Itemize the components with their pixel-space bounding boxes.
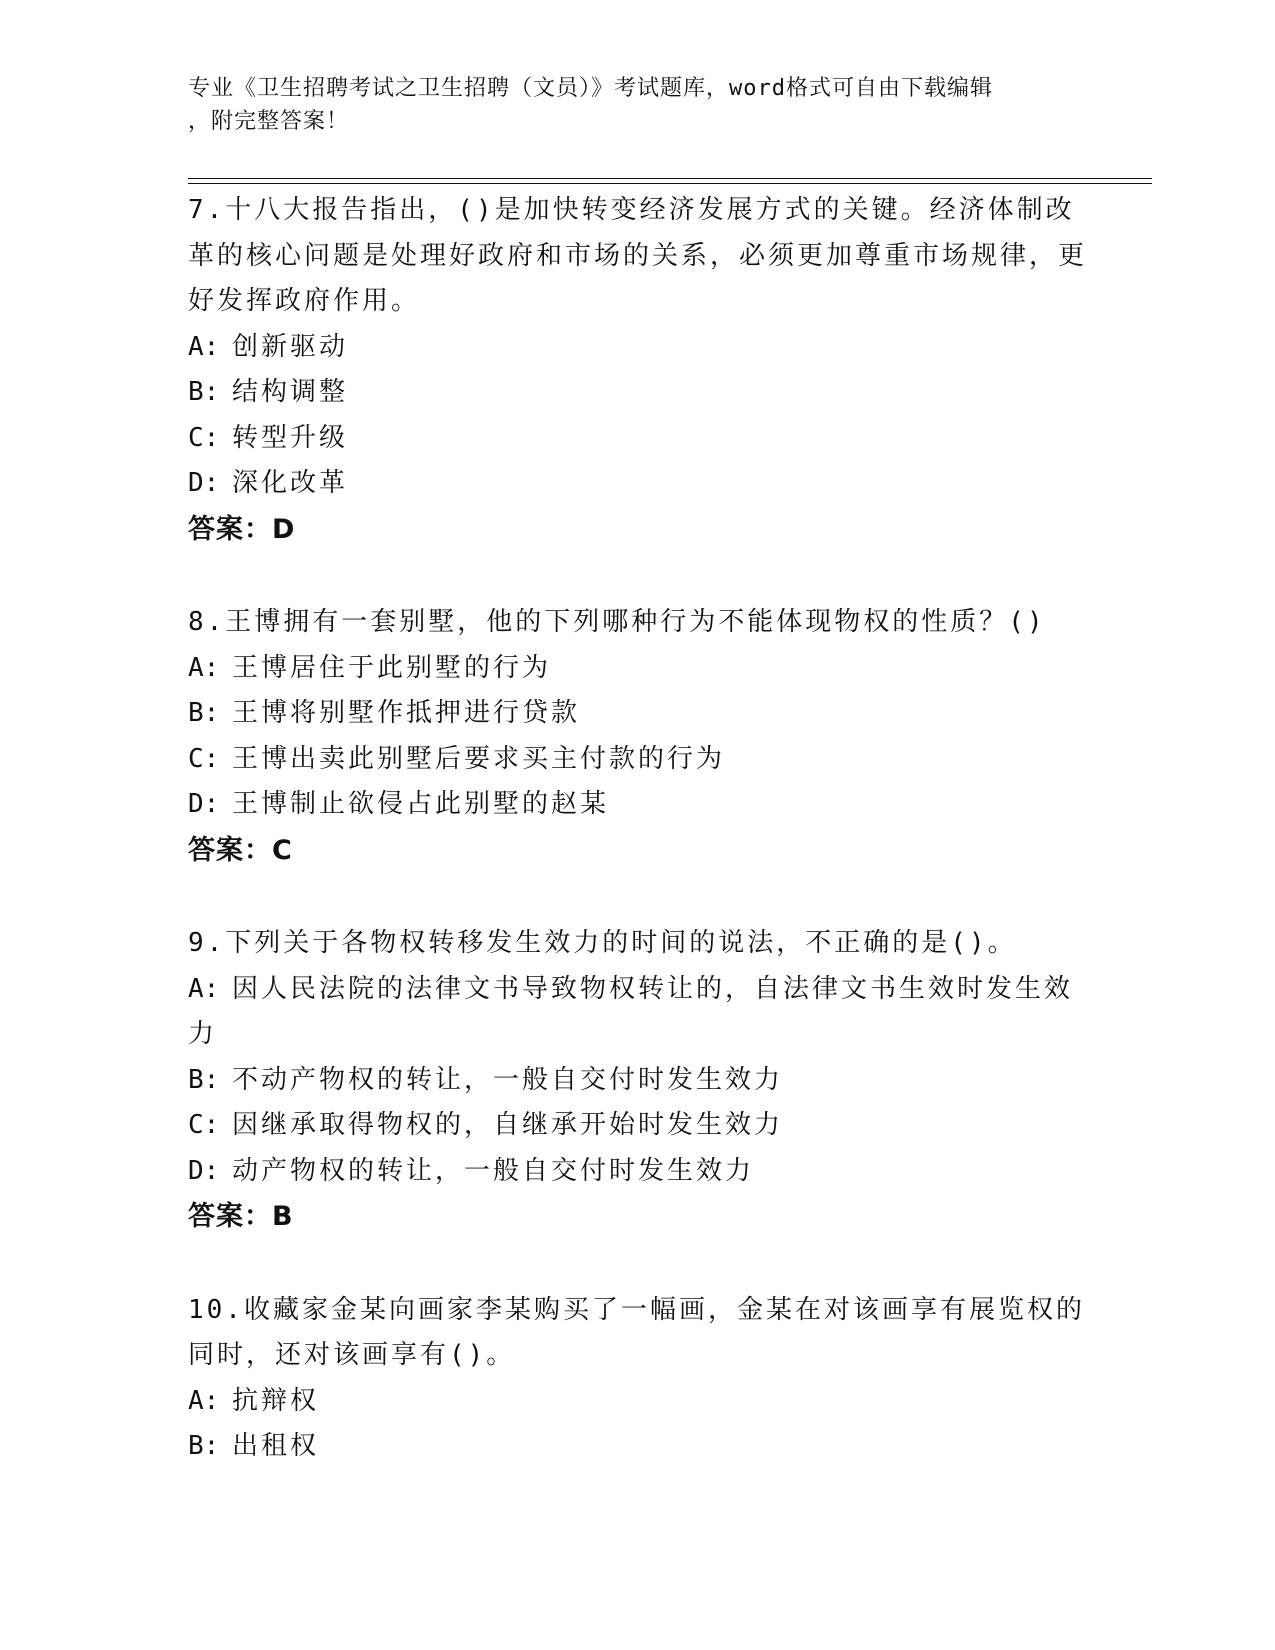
option-text: 创新驱动 (232, 331, 349, 362)
answer-line: 答案：D (188, 513, 296, 545)
question-9 (188, 921, 1088, 1240)
option-text: 出租权 (232, 1431, 320, 1461)
option-b (188, 370, 1088, 416)
option-d (188, 1149, 1088, 1195)
option-label: C: (188, 422, 220, 453)
document-header (188, 72, 1068, 138)
question-8 (188, 600, 1088, 873)
option-d (188, 782, 1088, 828)
answer-line: 答案：B (188, 1201, 294, 1232)
header-line-1: 专业《卫生招聘考试之卫生招聘（文员）》考试题库，word格式可自由下载编辑 (188, 76, 993, 101)
header-divider (188, 178, 1152, 184)
option-text: 王博居住于此别墅的行为 (232, 652, 552, 683)
option-label: D: (188, 789, 220, 819)
option-c (188, 1103, 1088, 1149)
question-stem: 10.收藏家金某向画家李某购买了一幅画，金某在对该画享有展览权的同时，还对该画享有()。 (188, 1294, 1085, 1370)
question-stem: 8.王博拥有一套别墅，他的下列哪种行为不能体现物权的性质？() (188, 607, 1046, 637)
option-label: B: (188, 698, 220, 728)
option-text: 深化改革 (232, 468, 349, 498)
option-label: A: (188, 1385, 220, 1416)
option-label: B: (188, 1431, 220, 1461)
option-text: 抗辩权 (232, 1385, 320, 1416)
option-text: 因继承取得物权的，自继承开始时发生效力 (232, 1110, 784, 1140)
option-text: 结构调整 (232, 377, 349, 407)
option-label: B: (188, 377, 220, 407)
option-label: B: (188, 1064, 220, 1095)
option-label: C: (188, 1110, 220, 1140)
option-text: 不动产物权的转让，一般自交付时发生效力 (232, 1064, 784, 1095)
question-stem: 7.十八大报告指出，()是加快转变经济发展方式的关键。经济体制改革的核心问题是处理好政府和市场的关系，必须更加尊重市场规律，更好发挥政府作用。 (188, 195, 1088, 316)
question-stem: 9.下列关于各物权转移发生效力的时间的说法，不正确的是()。 (188, 928, 1017, 958)
option-text: 王博出卖此别墅后要求买主付款的行为 (232, 743, 726, 774)
question-10 (188, 1288, 1088, 1470)
option-a (188, 325, 1088, 371)
option-text: 王博制止欲侵占此别墅的赵某 (232, 789, 610, 819)
option-a (188, 646, 1088, 692)
option-label: A: (188, 652, 220, 683)
question-7 (188, 188, 1088, 552)
option-c (188, 416, 1088, 462)
option-a (188, 967, 1088, 1058)
option-label: A: (188, 331, 220, 362)
option-label: D: (188, 1155, 220, 1186)
option-text: 动产物权的转让，一般自交付时发生效力 (232, 1155, 755, 1186)
option-a (188, 1379, 1088, 1425)
option-label: C: (188, 743, 220, 774)
option-text: 转型升级 (232, 422, 349, 453)
option-b (188, 1058, 1088, 1104)
option-c (188, 737, 1088, 783)
option-b (188, 1424, 1088, 1470)
answer-line: 答案：C (188, 834, 293, 866)
option-text: 因人民法院的法律文书导致物权转让的，自法律文书生效时发生效力 (188, 973, 1074, 1049)
option-d (188, 461, 1088, 507)
option-label: D: (188, 468, 220, 498)
option-b (188, 691, 1088, 737)
option-text: 王博将别墅作抵押进行贷款 (232, 698, 581, 728)
header-line-2: ，附完整答案！ (188, 109, 350, 134)
option-label: A: (188, 973, 220, 1004)
question-list (188, 188, 1088, 1518)
